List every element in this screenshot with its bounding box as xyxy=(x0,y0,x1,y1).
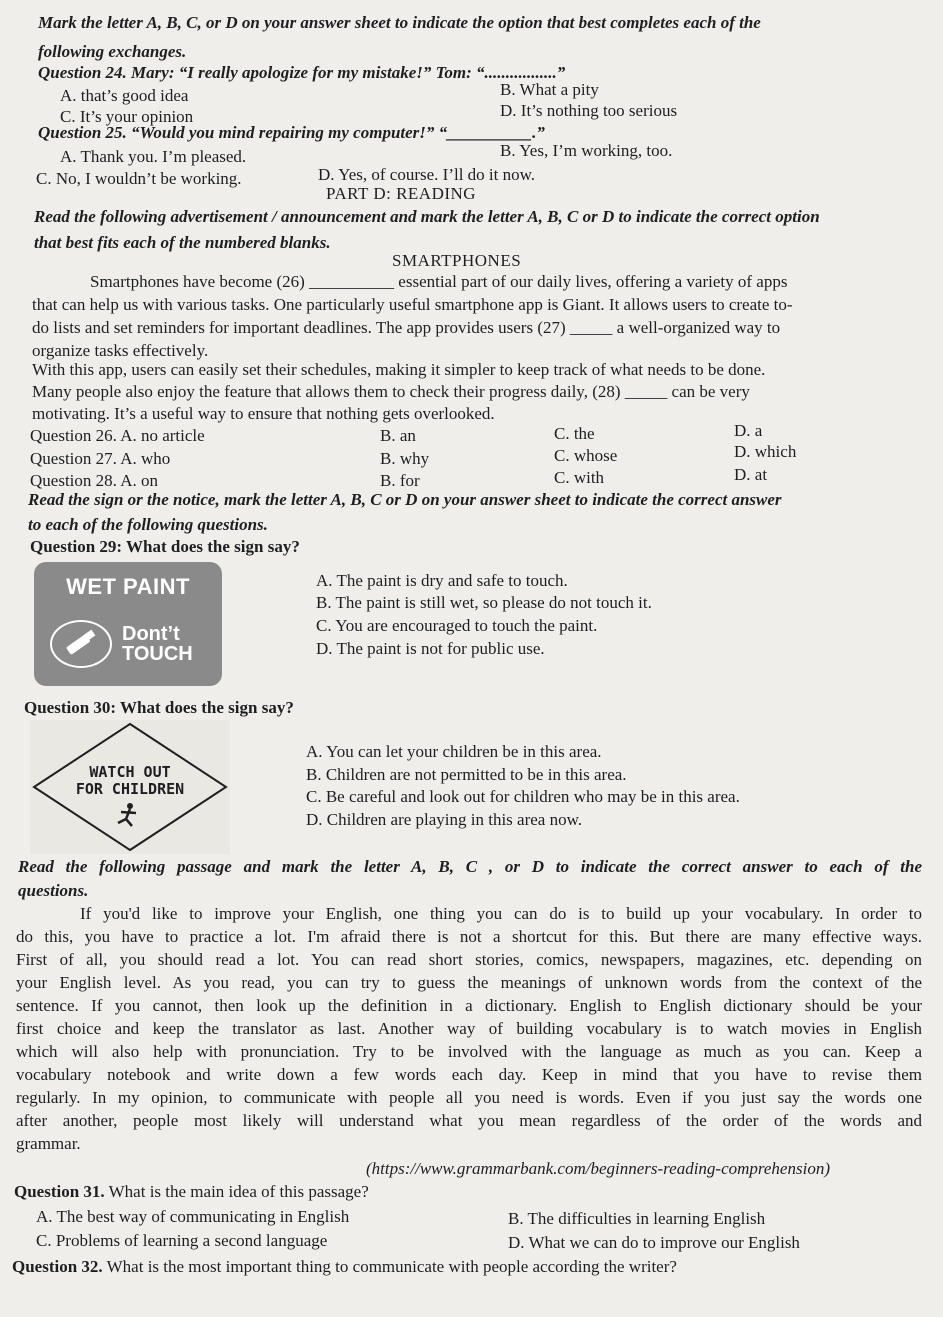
passage-line: regularly. In my opinion, to communicate with people all you need is words. Even if you just say the words one xyxy=(16,1088,922,1107)
q25-option-c[interactable]: C. No, I wouldn’t be working. xyxy=(36,169,242,188)
passage-line: first choice and keep the translator as last. Another way of building vocabulary is to watch movies in English xyxy=(16,1019,922,1038)
q30-option-a[interactable]: A. You can let your children be in this area. xyxy=(306,742,602,761)
q31-option-a[interactable]: A. The best way of communicating in English xyxy=(36,1207,350,1226)
sign-subtitle-1: Dont’t xyxy=(122,623,180,645)
q29-option-a[interactable]: A. The paint is dry and safe to touch. xyxy=(316,571,568,590)
q25-option-a[interactable]: A. Thank you. I’m pleased. xyxy=(60,147,247,166)
q31-option-d[interactable]: D. What we can do to improve our English xyxy=(508,1233,800,1252)
article-line: Many people also enjoy the feature that allows them to check their progress daily, (28) _____ can be very xyxy=(32,382,750,401)
passage-line: after another, people most likely will understand what you mean regardless of the order of the words and xyxy=(16,1111,922,1130)
q27-option-d[interactable]: D. which xyxy=(734,442,797,461)
signs-instruction-line-1: Read the sign or the notice, mark the letter A, B, C or D on your answer sheet to indicate the correct answer xyxy=(28,490,782,509)
passage-line: do this, you have to practice a lot. I'm afraid there is not a shortcut for this. But there are many effective ways. xyxy=(16,927,922,946)
part-d-heading: PART D: READING xyxy=(326,184,477,203)
passage-instruction-line-2: questions. xyxy=(18,881,89,900)
signs-instruction-line-2: to each of the following questions. xyxy=(28,515,268,534)
q25-option-d[interactable]: D. Yes, of course. I’ll do it now. xyxy=(318,165,536,184)
q26-option-b[interactable]: B. an xyxy=(380,426,416,445)
sign-line-1: WATCH OUT xyxy=(89,763,171,781)
q24-option-d[interactable]: D. It’s nothing too serious xyxy=(500,101,678,120)
article-line: that can help us with various tasks. One particularly useful smartphone app is Giant. It allows users to create to- xyxy=(32,295,793,314)
passage-line: your English level. As you read, you can try to guess the meanings of unknown words from the context of the xyxy=(16,973,922,992)
article-line: organize tasks effectively. xyxy=(32,341,209,360)
sign-title: WET PAINT xyxy=(66,574,190,599)
q26-option-d[interactable]: D. a xyxy=(734,421,763,440)
sign-subtitle-2: TOUCH xyxy=(122,643,193,665)
article-line: Smartphones have become (26) __________ essential part of our daily lives, offering a variety of apps xyxy=(90,272,788,291)
passage-line: grammar. xyxy=(16,1134,81,1153)
part-d-instruction-line-1: Read the following advertisement / announcement and mark the letter A, B, C or D to indicate the correct option xyxy=(34,207,820,226)
q27-option-a[interactable]: Question 27. A. who xyxy=(30,449,171,468)
q25-stem: Question 25. “Would you mind repairing my computer!” “__________.” xyxy=(38,123,545,142)
q29-option-b[interactable]: B. The paint is still wet, so please do not touch it. xyxy=(316,593,652,612)
passage-line: sentence. If you cannot, then look up the definition in a dictionary. English to English dictionary should be your xyxy=(16,996,922,1015)
article-line: do lists and set reminders for important deadlines. The app provides users (27) _____ a well-organized way to xyxy=(32,318,781,337)
part-c-instruction-line-1: Mark the letter A, B, C, or D on your answer sheet to indicate the option that best completes each of the xyxy=(38,13,761,32)
q24-option-b[interactable]: B. What a pity xyxy=(500,80,599,99)
watch-out-sign xyxy=(30,720,230,854)
q30-option-d[interactable]: D. Children are playing in this area now. xyxy=(306,810,583,829)
passage-line: vocabulary notebook and write down a few words each day. Keep in mind that you have to revise them xyxy=(16,1065,922,1084)
q27-option-b[interactable]: B. why xyxy=(380,449,430,468)
q32-stem-text: What is the most important thing to communicate with people according the writer? xyxy=(106,1257,677,1276)
q28-option-d[interactable]: D. at xyxy=(734,465,768,484)
q31-stem: Question 31. What is the main idea of this passage? xyxy=(14,1182,369,1201)
q28-option-a[interactable]: Question 28. A. on xyxy=(30,471,158,490)
q28-option-c[interactable]: C. with xyxy=(554,468,605,487)
passage-instruction-line-1: Read the following passage and mark the letter A, B, C , or D to indicate the correct answer to each of the xyxy=(18,857,922,876)
q30-stem: Question 30: What does the sign say? xyxy=(24,698,294,717)
q25-option-b[interactable]: B. Yes, I’m working, too. xyxy=(500,141,673,160)
q30-option-b[interactable]: B. Children are not permitted to be in this area. xyxy=(306,765,627,784)
q26-option-c[interactable]: C. the xyxy=(554,424,595,443)
q31-option-c[interactable]: C. Problems of learning a second language xyxy=(36,1231,328,1250)
q24-option-a[interactable]: A. that’s good idea xyxy=(60,86,189,105)
q32-stem: Question 32. What is the most important thing to communicate with people according the writer? xyxy=(12,1257,677,1276)
passage-line: First of all, you should read a lot. You can read short stories, comics, newspapers, magazines, etc. depending on xyxy=(16,950,922,969)
sign-line-2: FOR CHILDREN xyxy=(75,780,185,798)
passage-source: (https://www.grammarbank.com/beginners-reading-comprehension) xyxy=(366,1159,830,1178)
part-c-instruction-line-2: following exchanges. xyxy=(38,42,187,61)
q24-option-c[interactable]: C. It’s your opinion xyxy=(60,107,194,126)
q29-option-c[interactable]: C. You are encouraged to touch the paint. xyxy=(316,616,598,635)
q29-option-d[interactable]: D. The paint is not for public use. xyxy=(316,639,545,658)
article-line: With this app, users can easily set their schedules, making it simpler to keep track of what needs to be done. xyxy=(32,360,766,379)
passage-line: which will also help with pronunciation. Try to be involved with the language as much as you can. Keep a xyxy=(16,1042,922,1061)
passage-line: If you'd like to improve your English, one thing you can do is to build up your vocabulary. In order to xyxy=(80,904,922,923)
wet-paint-sign xyxy=(34,562,222,686)
q26-option-a[interactable]: Question 26. A. no article xyxy=(30,426,205,445)
article-line: motivating. It’s a useful way to ensure that nothing gets overlooked. xyxy=(32,404,495,423)
q27-option-c[interactable]: C. whose xyxy=(554,446,618,465)
part-d-instruction-line-2: that best fits each of the numbered blanks. xyxy=(34,233,331,252)
q31-option-b[interactable]: B. The difficulties in learning English xyxy=(508,1209,766,1228)
paint-brush-icon xyxy=(50,620,112,668)
q30-option-c[interactable]: C. Be careful and look out for children who may be in this area. xyxy=(306,787,740,806)
q29-stem: Question 29: What does the sign say? xyxy=(30,537,300,556)
q31-stem-text: What is the main idea of this passage? xyxy=(108,1182,369,1201)
q28-option-b[interactable]: B. for xyxy=(380,471,420,490)
article-title: SMARTPHONES xyxy=(392,251,522,270)
q24-stem: Question 24. Mary: “I really apologize for my mistake!” Tom: “.................” xyxy=(38,63,566,82)
